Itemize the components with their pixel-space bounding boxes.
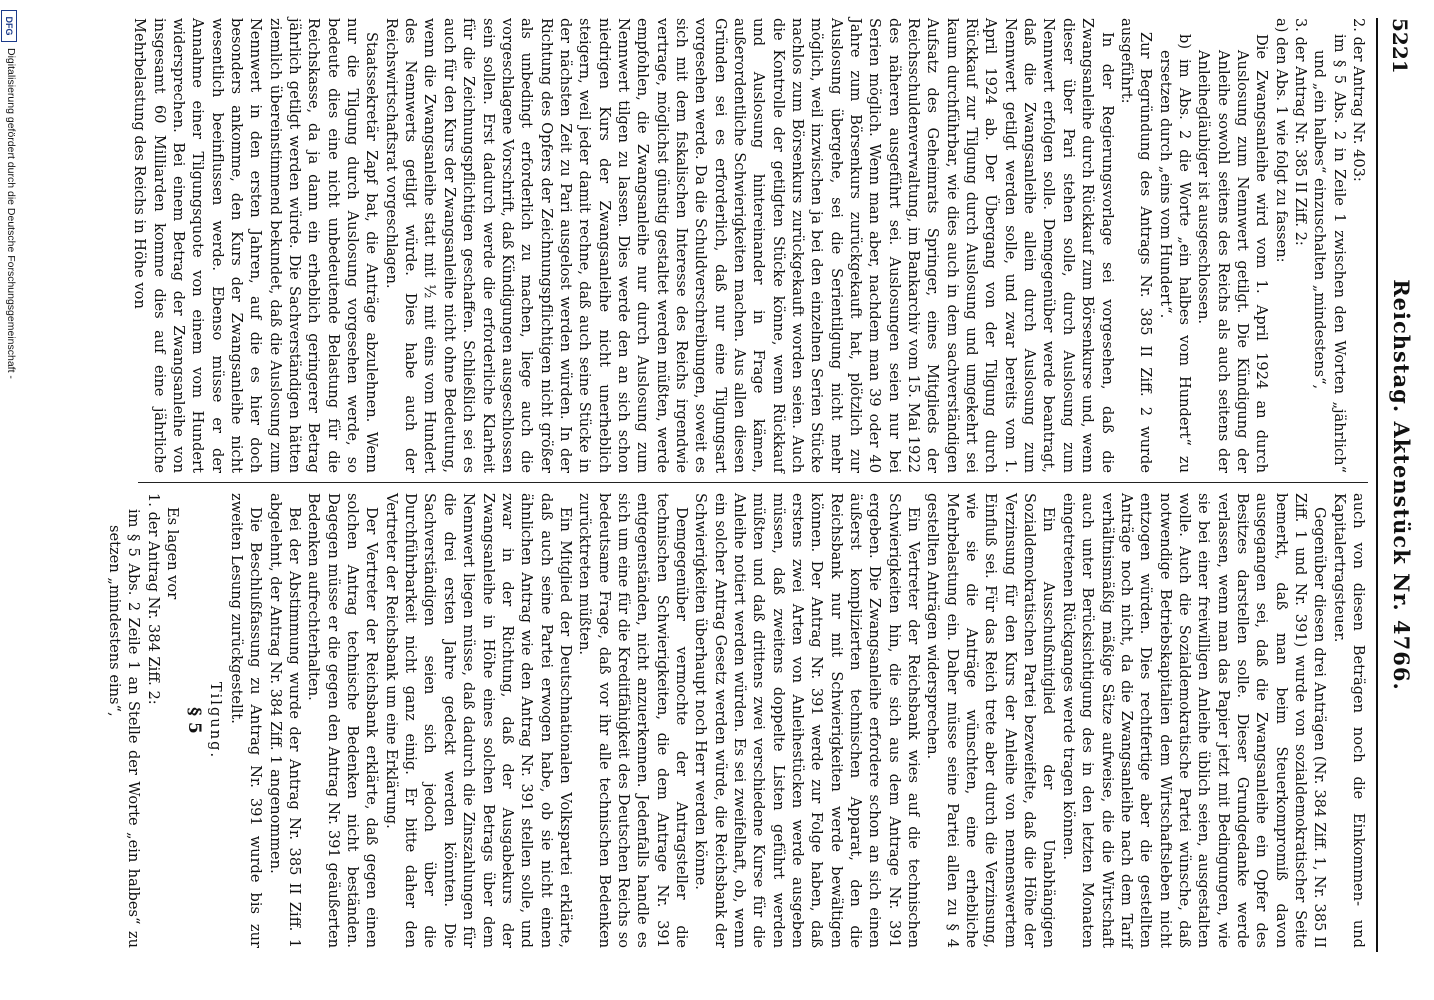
page-title: Reichstag. Aktenstück Nr. 4766. bbox=[1389, 279, 1414, 691]
text-columns bbox=[106, 18, 1368, 952]
paragraph: Staatssekretär Zapf bat, die Anträge abzulehnen. Wenn nur die Tilgung durch Auslosung vorgesehen werde, so bedeute dies eine nicht unbedeutende Belastung für die Reichskasse, da ja dann ein erheblich geringerer Betrag jährlich getilgt werden würde. Die Sachverständigen hätten ziemlich übereinstimmend bekundet, daß die Auslosung zum Nennwert in den ersten Jahren, auf die es hier doch besonders ankomme, den Kurs der Zwangsanleihe nicht wesentlich beeinflussen werde. Ebenso müsse er der Annahme einer Tilgungsquote von einem vom Hundert widersprechen. Bei einem Betrag der Zwangsanleihe von insgesamt 60 Milliarden komme dies auf eine jährliche Mehrbelastung des Reichs in Höhe von bbox=[131, 18, 381, 473]
paragraph: Demgegenüber vermochte der Antragsteller die technischen Schwierigkeiten, die dem Antrage Nr. 391 entgegenständen, nicht anzuerkennen. Jedenfalls handle es sich um eine für die Kreditfähigkeit des Deutschen Reichs so bedeutsame Frage, daß vor ihr alle technischen Bedenken zurücktreten müßten. bbox=[576, 493, 690, 948]
left-column bbox=[131, 18, 1368, 473]
column-separator bbox=[138, 482, 1368, 483]
paragraph: b) im Abs. 2 die Worte „ein halbes vom Hundert“ zu ersetzen durch „eins vom Hundert“. bbox=[1156, 34, 1193, 473]
paragraph: 2. der Antrag Nr. 403: bbox=[1350, 18, 1367, 182]
header-rule bbox=[1376, 18, 1378, 952]
paragraph: auch von diesen Beträgen noch die Einkommen- und Kapitalertragsteuer. bbox=[1330, 493, 1367, 948]
paragraph: im § 5 Abs. 2 Zeile 1 an Stelle der Worte „ein halbes“ zu setzen „mindestens eins“, bbox=[106, 509, 143, 948]
paragraph: Es lagen vor bbox=[164, 507, 182, 600]
paragraph: Der Vertreter der Reichsbank erklärte, daß gegen einen solchen Antrag technische Bedenken nicht beständen. Dagegen müsse er die gegen den Antrag Nr. 391 geäußerten Bedenken aufrechterhalten. bbox=[305, 493, 381, 948]
paragraph: Ein Ausschußmitglied der Unabhängigen Sozialdemokratischen Partei bezweifelte, daß die Höhe der Verzinsung für den Kurs der Anleihe von nennenswertem Einfluß sei. Für das Reich trete aber durch die Verzinsung, wie sie die Anträge wünschten, eine erhebliche Mehrbelastung ein. Daher müsse seine Partei allen zu § 4 gestellten Anträgen widersprechen. bbox=[924, 493, 1058, 948]
dfg-logo: DFG bbox=[1, 10, 17, 42]
paragraph: Zur Begründung des Antrags Nr. 385 II Ziff. 2 wurde ausgeführt: bbox=[1117, 18, 1155, 473]
digitization-note: Digitalisierung gefördert durch die Deutsche Forschungsgemeinschaft - bbox=[5, 48, 17, 379]
paragraph: Bei der Abstimmung wurde der Antrag Nr. 385 II Ziff. 1 abgelehnt, der Antrag Nr. 384 Ziff. 1 angenommen. bbox=[266, 493, 304, 948]
paragraph: In der Regierungsvorlage sei vorgesehen, daß die Zwangsanleihe durch Rückkauf zum Börsenkurse und, wenn dieser über Pari stehen solle, durch Auslosung zum Nennwert erfolgen solle. Demgegenüber werde beantragt, daß die Zwangsanleihe allein durch Auslosung zum Nennwert getilgt werden solle, und zwar bereits vom 1. April 1924 ab. Der Übergang von der Tilgung durch Rückkauf zur Tilgung durch Auslosung und umgekehrt sei kaum durchführbar, wie dies auch in dem sachverständigen Aufsatz des Geheimrats Springer, eines Mitglieds der Reichsschuldenverwaltung, im Bankarchiv vom 15. Mai 1922 des näheren ausgeführt sei. Auslosungen seien nur bei Serien möglich. Wenn man aber, nachdem man 39 oder 40 Jahre zum Börsenkurs zurückgekauft hat, plötzlich zur Auslosung übergehe, sei die Serientilgung nicht mehr möglich, weil inzwischen ja bei den einzelnen Serien Stücke nachlos zum Börsenkurs zurückgekauft worden seien. Auch die Kontrolle der getilgten Stücke könne, wenn Rückkauf und Auslosung hintereinander in Frage kämen, außerordentliche Schwierigkeiten machen. Aus allen diesen Gründen sei es erforderlich, daß nur eine Tilgungsart vorgesehen werde. Da die Schuldverschreibungen, soweit es sich mit dem fiskalischen Interesse des Reichs irgendwie vertrage, möglichst günstig gestaltet werden müßten, werde empfohlen, die Zwangsanleihe nur durch Auslosung zum Nennwert tilgen zu lassen. Dies werde den an sich schon niedrigen Kurs der Zwangsanleihe nicht unerheblich steigern, weil jeder damit rechne, daß auch seine Stücke in der nächsten Zeit zu Pari ausgelost werden würden. In der Richtung des Opfers der Zeichnungspflichtigen nicht größer als unbedingt erforderlich zu machen, liege auch die vorgeschlagene Vorschrift, daß Kündigungen ausgeschlossen sein sollen. Erst dadurch werde die erforderliche Klarheit für die Zeichnungspflichtigen geschaffen. Schließlich sei es auch für den Kurs der Zwangsanleihe nicht ohne Bedeutung, wenn die Zwangsanleihe statt mit ½ mit eins vom Hundert des Nennwerts getilgt würde. Dies habe auch der Reichswirtschaftsrat vorgeschlagen. bbox=[382, 18, 1116, 473]
paragraph: 3. der Antrag Nr. 385 II Ziff. 2: bbox=[1291, 18, 1309, 246]
paragraph: Ein Vertreter der Reichsbank wies auf die technischen Schwierigkeiten hin, die sich aus dem Antrage Nr. 391 ergeben. Die Zwangsanleihe erfordere schon an sich einen äußerst komplizierten technischen Apparat, den die Reichsbank nur mit Schwierigkeiten werde bewältigen können. Der Antrag Nr. 391 werde zur Folge haben, daß erstens zwei Arten von Anleihestücken werde ausgeben müssen, daß zweitens doppelte Listen geführt werden müßten und daß drittens zwei verschiedene Kurse für die Anleihe notiert werden würden. Es sei zweifelhaft, ob, wenn ein solcher Antrag Gesetz werden würde, die Reichsbank der Schwierigkeiten überhaupt noch Herr werden könne. bbox=[692, 493, 923, 948]
paragraph: Ein Mitglied der Deutschnationalen Volkspartei erklärte, daß auch seine Partei erwogen habe, ob sie nicht einen ähnlichen Antrag wie den Antrag Nr. 391 stellen solle, und zwar in der Richtung, daß der Ausgabekurs der Zwangsanleihe in Höhe eines solchen Betrags über dem Nennwert liegen müsse, daß dadurch die Zinszahlungen für die drei ersten Jahre gedeckt werden könnten. Die Sachverständigen seien sich jedoch über die Durchführbarkeit nicht ganz einig. Er bitte daher den Vertreter der Reichsbank um eine Erklärung. bbox=[382, 493, 574, 948]
paragraph: Die Zwangsanleihe wird vom 1. April 1924 an durch Auslosung zum Nennwert getilgt. Die Kündigung der Anleihe sowohl seitens des Reichs als auch seitens der Anleihegläubiger ist ausgeschlossen. bbox=[1195, 34, 1271, 473]
digitization-footer bbox=[0, 0, 20, 1000]
paragraph: 1. der Antrag Nr. 384 Ziff. 2: bbox=[144, 493, 162, 705]
page-number: 5221 bbox=[1388, 18, 1412, 74]
section-number: § 5 bbox=[184, 707, 205, 734]
paragraph: Gegenüber diesen drei Anträgen (Nr. 384 Ziff. 1, Nr. 385 II Ziff. 1 und Nr. 391) wurde von sozialdemokratischer Seite bemerkt, daß man beim Steuerkompromiß davon ausgegangen sei, daß die Zwangsanleihe ein Opfer des Besitzes darstellen solle. Dieser Grundgedanke werde verlassen, wenn man das Papier jetzt mit Bedingungen, wie sie bei einer freiwilligen Anleihe üblich seien, ausgestalten wolle. Auch die Sozialdemokratische Partei wünsche, daß notwendige Betriebskapitalien dem Wirtschaftsleben nicht entzogen würden. Dies rechtfertige aber die gestellten Anträge noch nicht, da die Zwangsanleihe nach dem Tarif verhältnismäßig mäßige Sätze aufweise, die die Wirtschaft auch unter Berücksichtigung des in den letzten Monaten eingetretenen Rückganges werde tragen können. bbox=[1059, 493, 1329, 948]
paragraph: Die Beschlußfassung zu Antrag Nr. 391 wurde bis zur zweiten Lesung zurückgestellt. bbox=[228, 493, 265, 948]
page-header bbox=[1384, 18, 1418, 952]
paragraph: im § 5 Abs. 2 in Zeile 1 zwischen den Worten „jährlich“ und „ein halbes“ einzuschalten „mindestens“, bbox=[1311, 34, 1348, 473]
section-heading: Tilgung. bbox=[206, 681, 224, 760]
paragraph: a) den Abs. 1 wie folgt zu fassen: bbox=[1272, 18, 1290, 263]
right-column bbox=[106, 493, 1368, 948]
